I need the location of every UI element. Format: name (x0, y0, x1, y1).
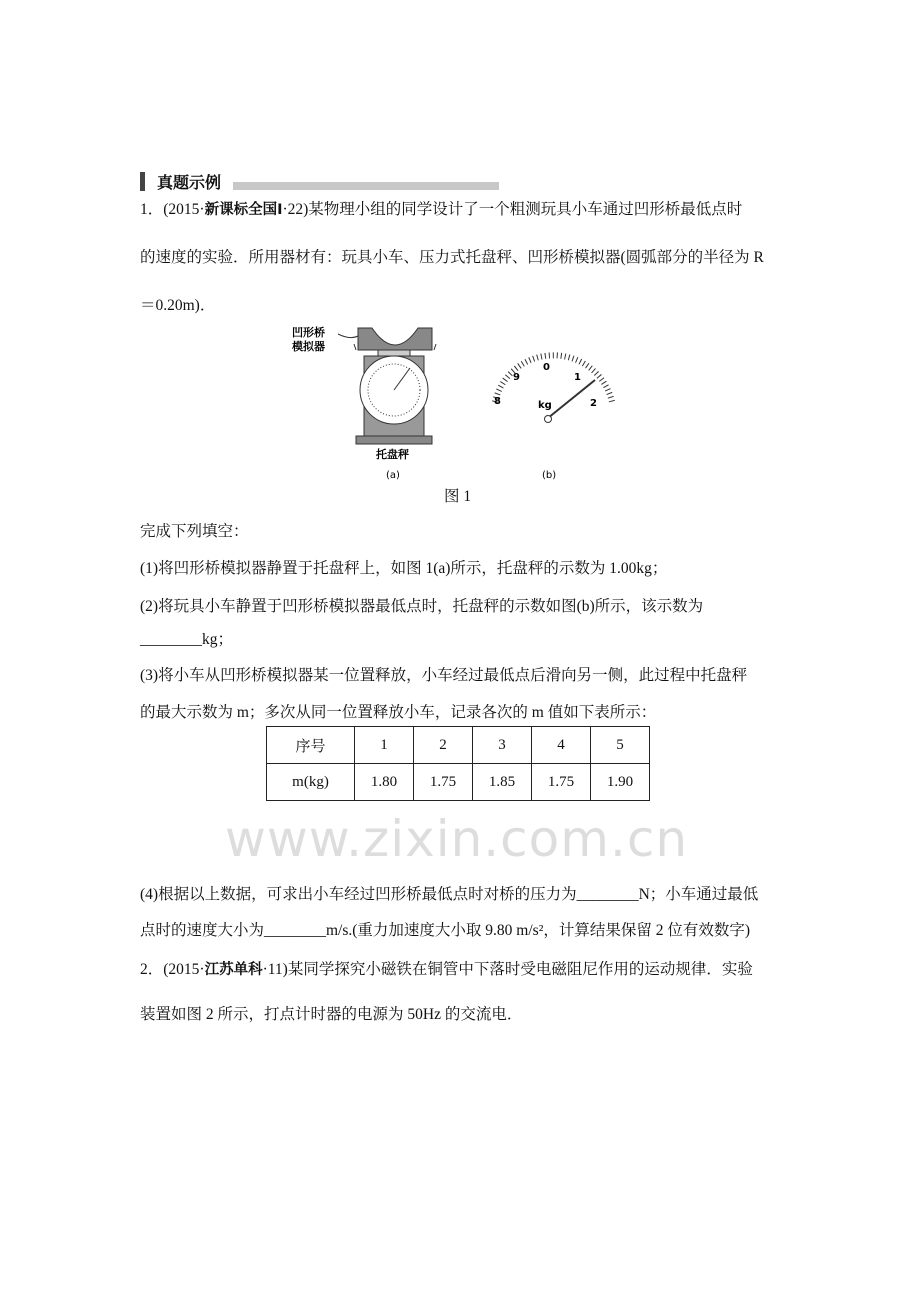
table-cell: 1.85 (473, 764, 532, 801)
q1-line3: ＝0.20m)． (140, 297, 216, 314)
part-3-line2: 的最大示数为 m；多次从同一位置释放小车，记录各次的 m 值如下表所示： (140, 704, 657, 721)
q2-text: ·11)某同学探究小磁铁在铜管中下落时受电磁阻尼作用的运动规律．实验 (262, 961, 753, 978)
table-cell: 2 (414, 727, 473, 764)
q2-line2: 装置如图 2 所示，打点计时器的电源为 50Hz 的交流电． (140, 1006, 523, 1023)
bridge-simulator (358, 328, 432, 350)
gauge (494, 355, 612, 422)
label-bridge-1: 凹形桥 (292, 326, 325, 339)
part-4-line2: 点时的速度大小为________m/s.(重力加速度大小取 9.80 m/s²，计算结果保留 2 位有效数字) (140, 922, 751, 939)
part-2-line2: ________kg； (140, 631, 234, 648)
gauge-tick-label: 8 (494, 396, 501, 407)
gauge-tick-label: 0 (543, 362, 550, 373)
section-header (140, 170, 499, 193)
watermark: www.zixin.com.cn (225, 810, 689, 868)
q1-line2: 的速度的实验．所用器材有：玩具小车、压力式托盘秤、凹形桥模拟器(圆弧部分的半径为 R (140, 249, 764, 266)
part-4-line1: (4)根据以上数据，可求出小车经过凹形桥最低点时对桥的压力为________N；小车通过最低 (140, 886, 759, 903)
table-cell: 1.90 (591, 764, 650, 801)
table-cell: 1.80 (355, 764, 414, 801)
table-row (267, 764, 650, 801)
gauge-unit: kg (538, 400, 552, 411)
q2-line1 (140, 957, 753, 979)
section-title: 真题示例 (157, 173, 222, 192)
table-cell: 3 (473, 727, 532, 764)
table-header-row (267, 727, 650, 764)
table-cell: 1 (355, 727, 414, 764)
q2-prefix: 2．(2015· (140, 961, 205, 978)
sub-b: (b) (542, 470, 557, 481)
gauge-tick-label: 2 (590, 398, 597, 409)
section-rule (233, 182, 499, 190)
part-3-line1: (3)将小车从凹形桥模拟器某一位置释放，小车经过最低点后滑向另一侧，此过程中托盘秤 (140, 667, 748, 684)
q2-source: 江苏单科 (204, 962, 263, 978)
table-cell: 序号 (267, 727, 355, 764)
section-marker (140, 172, 145, 191)
figure-1 (290, 322, 620, 484)
q1-text: ·22)某物理小组的同学设计了一个粗测玩具小车通过凹形桥最低点时 (282, 201, 743, 218)
table-cell: 1.75 (414, 764, 473, 801)
gauge-tick-label: 9 (513, 372, 520, 383)
table-cell: 4 (532, 727, 591, 764)
part-2-line1: (2)将玩具小车静置于凹形桥模拟器最低点时，托盘秤的示数如图(b)所示，该示数为 (140, 598, 704, 615)
table-cell: 1.75 (532, 764, 591, 801)
label-scale: 托盘秤 (376, 448, 409, 461)
table-cell: m(kg) (267, 764, 355, 801)
fill-intro: 完成下列填空： (140, 523, 249, 540)
table-cell: 5 (591, 727, 650, 764)
q1-source: 新课标全国Ⅰ (204, 202, 283, 218)
label-bridge-2: 模拟器 (292, 340, 325, 353)
data-table (266, 726, 650, 801)
q1-prefix: 1．(2015· (140, 201, 205, 218)
sub-a: (a) (386, 470, 400, 481)
part-1: (1)将凹形桥模拟器静置于托盘秤上，如图 1(a)所示，托盘秤的示数为 1.00kg； (140, 560, 668, 577)
figure-caption: 图 1 (444, 488, 472, 505)
gauge-needle (548, 380, 595, 418)
q1-line1 (140, 197, 742, 219)
gauge-tick-label: 1 (574, 372, 581, 383)
